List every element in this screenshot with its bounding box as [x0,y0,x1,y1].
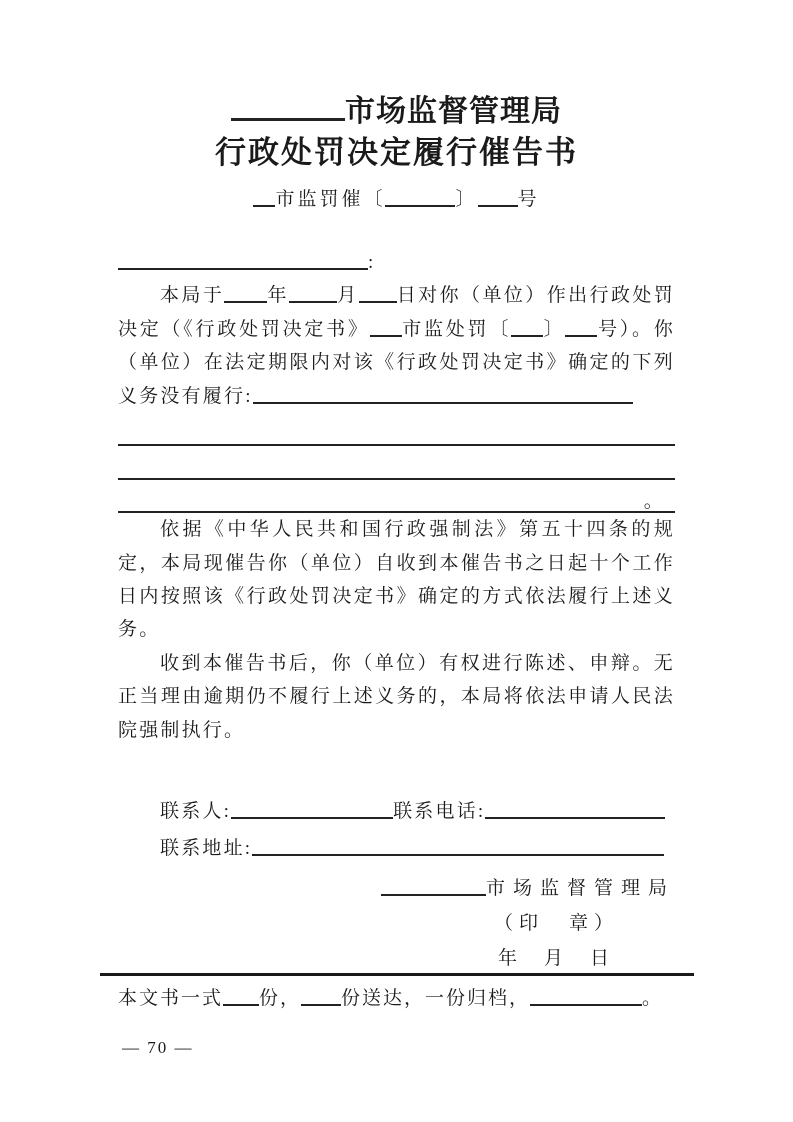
blank-field-footer-extra [530,999,642,1006]
contact-block [118,793,675,867]
blank-field-day [359,296,397,303]
para1-seg6: 〕 [543,318,566,340]
para-rights-notice: 收到本催告书后，你（单位）有权进行陈述、申辩。无正当理由逾期仍不履行上述义务的，本局将依法申请人民法院强制执行。 [118,652,675,741]
signature-date-line: 年 月 日 [497,948,613,969]
para1-seg5: 市监处罚〔 [401,318,512,340]
document-title: 行政处罚决定履行催告书 [215,135,578,170]
para1-seg4: 日对你（单位）作出行政处罚决定（《行政处罚决定书》 [118,285,675,340]
blank-field-contact-phone [485,812,665,819]
period-mark: 。 [643,491,665,513]
para1-seg3: 月 [336,285,359,307]
para-legal-basis: 依据《中华人民共和国行政强制法》第五十四条的规定，本局现催告你（单位）自收到本催告书之日起十个工作日内按照该《行政处罚决定书》确定的方式依法履行上述义务。 [118,519,675,641]
agency-title-line [118,92,675,132]
blank-content-line-1 [118,413,675,446]
blank-field-agency-name [231,113,345,121]
blank-field-docno-serial [478,200,518,207]
contact-person-label: 联系人: [160,801,232,823]
contact-line-address [118,830,675,867]
footer-seg1: 本文书一式 [118,988,224,1009]
para-penalty-decision [118,279,675,413]
document-number-line [118,186,675,214]
blank-field-contact-address [252,849,664,856]
blank-field-obligations [253,397,633,404]
document-body [118,246,675,867]
footer-note [118,982,680,1015]
footer-seg4: 。 [642,988,664,1009]
blank-content-line-2 [118,446,675,479]
para1-seg2: 年 [267,285,289,307]
docno-part1: 市监罚催〔 [275,189,386,210]
docno-part3: 号 [517,189,540,210]
page-number: — 70 — [122,1038,194,1057]
blank-field-year [224,296,267,303]
signature-agency-text: 市场监督管理局 [485,878,675,899]
blank-field-signature-agency [381,889,486,896]
footer-seg3: 份送达，一份归档， [341,988,531,1009]
blank-content-line-3 [118,480,675,513]
signature-block [118,872,675,976]
blank-field-contact-person [231,812,393,819]
addressee-colon: : [368,252,376,273]
blank-field-penalty-docno-serial [565,330,597,337]
contact-line-person-phone [118,793,675,830]
addressee-line [118,246,675,279]
document-header [118,92,675,214]
blank-field-docno-city [253,200,275,207]
blank-field-penalty-docno-year [511,330,543,337]
blank-field-docno-year [385,200,455,207]
footer-seg2: 份， [259,988,302,1009]
blank-field-penalty-docno-city [370,330,402,337]
contact-address-label: 联系地址: [160,838,253,860]
docno-part2: 〕 [455,189,478,210]
footer-divider [100,973,694,976]
blank-field-addressee [118,263,368,270]
contact-phone-label: 联系电话: [393,801,486,823]
para1-seg7: 号）。你（单位）在法定期限内对该《行政处罚决定书》确定的下列义务没有履行: [118,318,675,407]
blank-field-copies-served [301,999,341,1006]
blank-field-copies-total [223,999,259,1006]
blank-field-month [289,296,337,303]
para1-seg1: 本局于 [160,285,225,307]
signature-seal-line: （印 章） [493,913,619,934]
signature-agency-line [118,872,675,905]
agency-title-text: 市场监督管理局 [345,95,562,128]
